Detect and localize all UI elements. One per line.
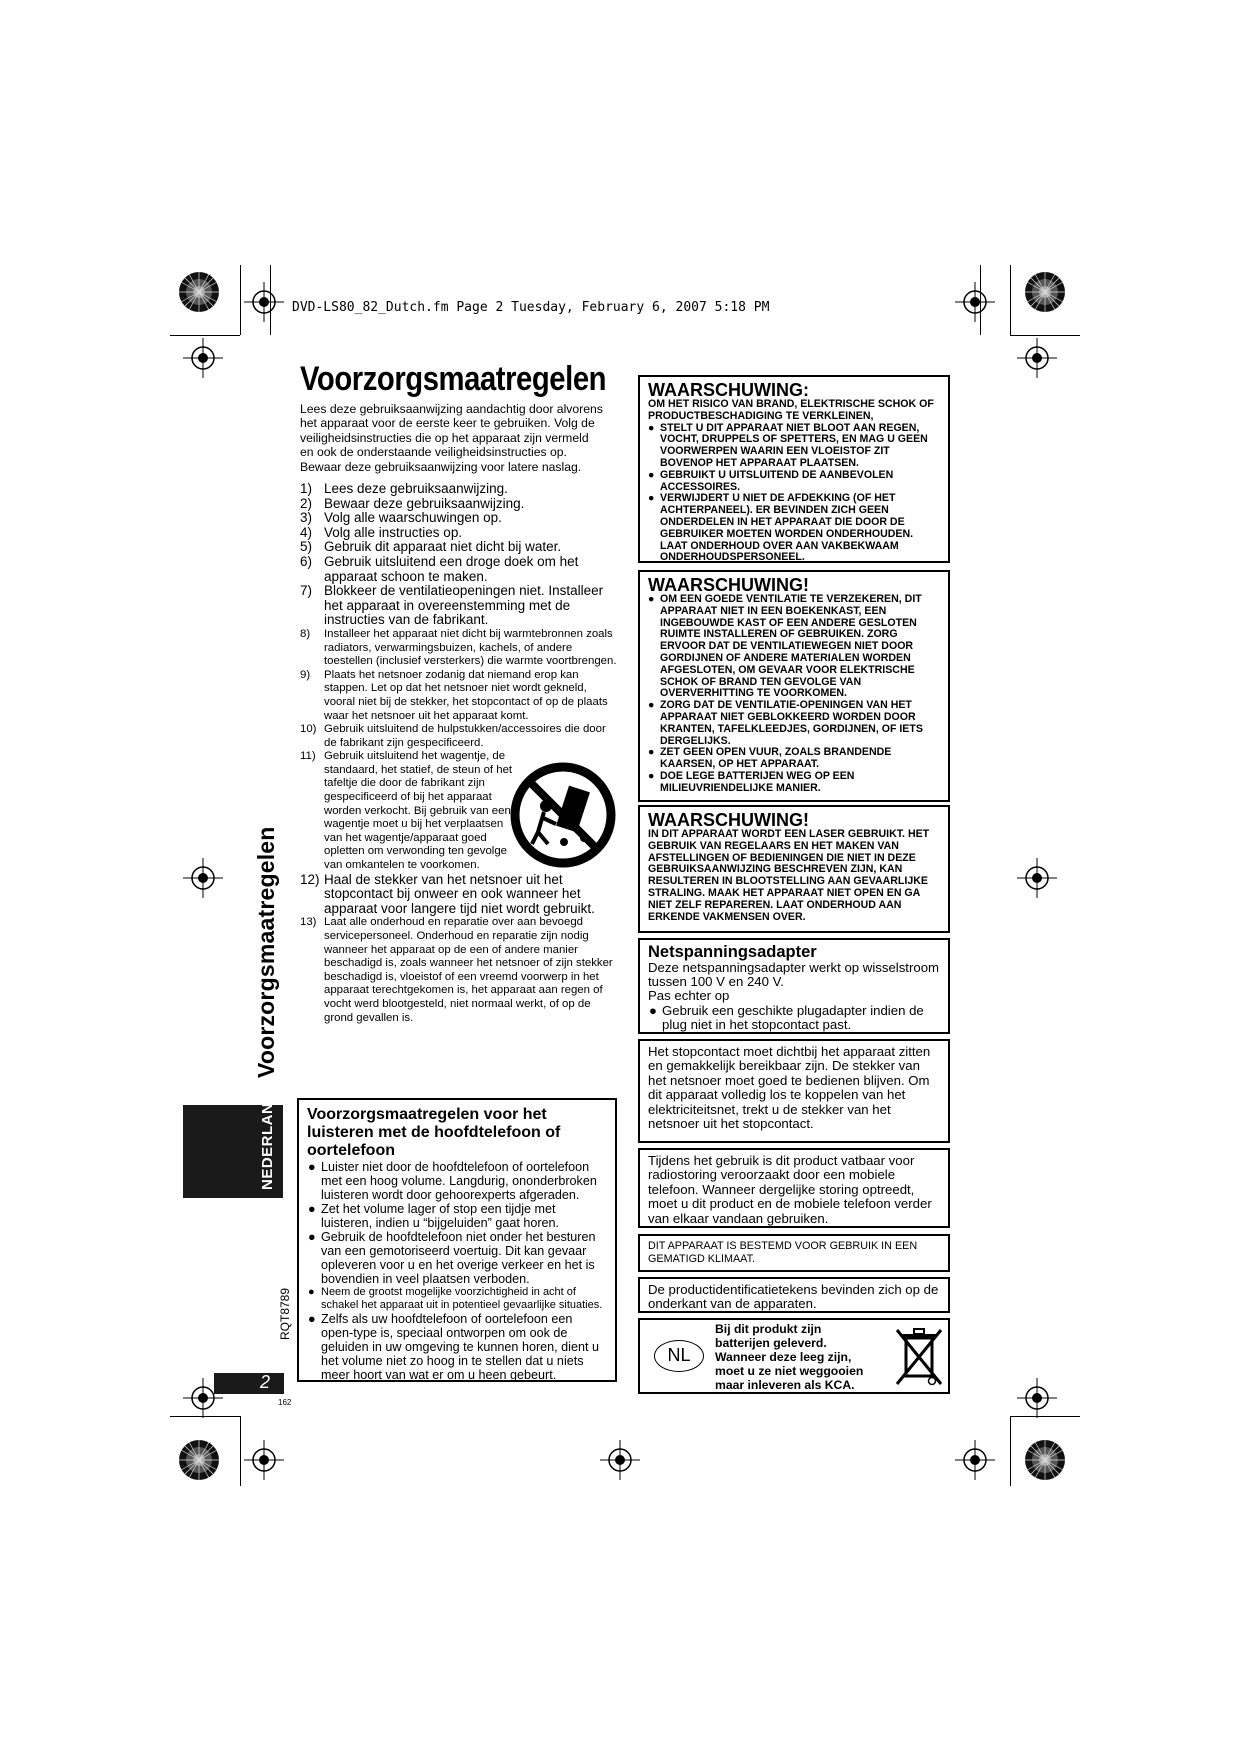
adapter-box [638, 938, 950, 1034]
registration-mark-icon [600, 1440, 640, 1480]
item-number: 9) [300, 668, 311, 681]
page-number-tab [214, 1373, 284, 1394]
item-text: Lees deze gebruiksaanwijzing. [324, 481, 508, 496]
headphones-precautions-box [297, 1098, 617, 1382]
instruction-list [300, 482, 620, 1025]
list-item [300, 916, 620, 1025]
warning-text: IN DIT APPARAAT WORDT EEN LASER GEBRUIKT. HET GEBRUIK VAN REGELAARS EN HET MAKEN VAN AFSTELLINGEN OF BEDIENINGEN DIE NIET IN DEZE GEBRUIKSAANWIJZING BESCHREVEN ZIJN, KAN RESULTEREN IN BLOOTSTELLING AAN GEVAARLIJKE STRALING. MAAK HET APPARAAT NIET OPEN EN GA NIET ZELF REPAREREN. LAAT ONDERHOUD AAN ERKENDE VAKMENSEN OVER. [648, 828, 930, 923]
bullet-item [648, 423, 940, 470]
color-rosette-icon [1023, 270, 1067, 314]
item-text: Bewaar deze gebruiksaanwijzing. [324, 495, 525, 511]
color-rosette-icon [177, 1438, 221, 1482]
item-number: 5) [300, 539, 313, 555]
bullet-text: DOE LEGE BATTERIJEN WEG OP EEN MILIEUVRIENDELIJKE MANIER. [660, 769, 855, 794]
intro-line: Bewaar deze gebruiksaanwijzing voor latere naslag. [300, 459, 582, 474]
bullet-text: GEBRUIKT U UITSLUITEND DE AANBEVOLEN ACCESSOIRES. [660, 468, 894, 493]
intro-line: en ook de onderstaande veiligheidsinstructies op. [300, 445, 567, 460]
list-item [300, 540, 620, 555]
bullet-item [648, 594, 940, 700]
list-item [300, 555, 620, 584]
item-text: Haal de stekker van het netsnoer uit het stopcontact bij onweer en ook wanneer het apparaat voor langere tijd niet wordt gebruikt. [324, 871, 595, 916]
list-item [300, 873, 620, 917]
item-text: Laat alle onderhoud en reparatie over aan bevoegd servicepersoneel. Onderhoud en reparatie zijn nodig wanneer het apparaat op de een of andere manier beschadigd is, zoals wanneer het netsnoer of zijn stekker beschadigd is, vloeistof of een vreemd voorwerp in het apparaat terechtgekomen is, het apparaat aan regen of vocht werd blootgesteld, niet normaal werkt, of op de grond gevallen is. [324, 916, 613, 1024]
radio-interference-box: Tijdens het gebruik is dit product vatbaar voor radiostoring veroorzaakt door een mobiele telefoon. Wanneer dergelijke storing optreedt, moet u dit product en de mobiele telefoon verder van elkaar vandaan gebruiken. [638, 1148, 950, 1228]
product-id-note-box: De productidentificatietekens bevinden zich op de onderkant van de apparaten. [638, 1277, 950, 1313]
item-number: 6) [300, 553, 313, 569]
item-number: 10) [300, 723, 317, 736]
list-item [300, 669, 620, 723]
intro-line: Lees deze gebruiksaanwijzing aandachtig door alvorens [300, 402, 603, 416]
bullet-icon: ● [648, 769, 655, 782]
bullet-icon: ● [308, 1286, 315, 1298]
bullet-item [648, 1004, 940, 1032]
list-item [300, 511, 620, 526]
registration-mark-icon [244, 1440, 284, 1480]
warning-box [638, 375, 950, 563]
bullet-icon: ● [308, 1202, 316, 1216]
crossed-bin-icon [894, 1326, 944, 1388]
item-number: 1) [300, 481, 313, 496]
registration-mark-icon [183, 338, 223, 378]
cart-tip-over-icon [510, 762, 616, 868]
bullet-text: OM EEN GOEDE VENTILATIE TE VERZEKEREN, DIT APPARAAT NIET IN EEN BOEKENKAST, EEN INGEBOUWDE KAST OF EEN ANDERE GESLOTEN RUIMTE INSTALLEREN OF GEBRUIKEN. ZORG ERVOOR DAT DE VENTILATIEWEGEN NIET DOOR GORDIJNEN OF ANDERE MATERIALEN WORDEN AFGESLOTEN, OM GEVAAR VOOR ELEKTRISCHE SCHOK OF BRAND TEN GEVOLGE VAN OVERVERHITTING TE VOORKOMEN. [660, 593, 922, 700]
crop-line [170, 335, 240, 336]
bullet-icon: ● [648, 421, 655, 434]
bullet-item [307, 1286, 607, 1312]
item-number: 11) [300, 750, 316, 763]
bullet-text: STELT U DIT APPARAAT NIET BLOOT AAN REGEN, VOCHT, DRUPPELS OF SPETTERS, EN MAG U GEEN VOORWERPEN WAARIN EEN VLOEISTOF ZIT BOVENOP HET APPARAAT PLAATSEN. [660, 421, 928, 469]
item-number: 12) [300, 871, 320, 887]
bullet-icon: ● [308, 1312, 316, 1326]
bullet-text: Gebruik een geschikte plugadapter indien de plug niet in het stopcontact past. [662, 1002, 924, 1032]
bullet-icon: ● [308, 1160, 316, 1174]
bullet-item [307, 1230, 607, 1286]
adapter-text-caution: Pas echter op [648, 988, 730, 1004]
crop-line [240, 1416, 241, 1486]
bullet-icon: ● [649, 1002, 657, 1018]
bullet-item [307, 1202, 607, 1230]
country-badge: NL [654, 1340, 704, 1372]
warning-title: WAARSCHUWING! [648, 575, 809, 595]
warning-title: WAARSCHUWING! [648, 810, 809, 830]
bullet-item [648, 700, 940, 747]
laser-warning-box [638, 805, 950, 933]
bullet-text: VERWIJDERT U NIET DE AFDEKKING (OF HET ACHTERPANEEL). ER BEVINDEN ZICH GEEN ONDERDELEN IN HET APPARAAT DIE DOOR DE GEBRUIKER MOETEN WORDEN ONDERHOUDEN. LAAT ONDERHOUD OVER AAN VAKBEKWAAM ONDERHOUDSPERSONEEL. [660, 492, 914, 564]
item-number: 7) [300, 583, 313, 599]
bullet-icon: ● [648, 468, 655, 481]
registration-mark-icon [1017, 1378, 1057, 1418]
bullet-item [648, 470, 940, 494]
crop-line [240, 265, 241, 335]
warning-intro: OM HET RISICO VAN BRAND, ELEKTRISCHE SCHOK OF PRODUCTBESCHADIGING TE VERKLEINEN, [648, 398, 934, 422]
item-text: Plaats het netsnoer zodanig dat niemand erop kan stappen. Let op dat het netsnoer niet wordt gekneld, vooral niet bij de stekker, het stopcontact of op de plaats waar het netsnoer uit het apparaat komt. [324, 668, 608, 722]
item-number: 4) [300, 524, 313, 540]
socket-note-box: Het stopcontact moet dichtbij het apparaat zitten en gemakkelijk bereikbaar zijn. De stekker van het netsnoer moet goed te bedienen blijven. Om dit apparaat volledig los te koppelen van het elektriciteitsnet, trekt u de stekker van het netsnoer uit het stopcontact. [638, 1039, 950, 1143]
list-item [300, 723, 620, 750]
registration-mark-icon [1017, 338, 1057, 378]
item-text: Gebruik uitsluitend een droge doek om het apparaat schoon te maken. [324, 553, 579, 584]
bullet-text: ZET GEEN OPEN VUUR, ZOALS BRANDENDE KAARSEN, OP HET APPARAAT. [660, 746, 892, 771]
bullet-item [307, 1160, 607, 1202]
document-code: RQT8789 [278, 1287, 292, 1340]
registration-mark-icon [1017, 858, 1057, 898]
color-rosette-icon [177, 270, 221, 314]
bullet-text: Zelfs als uw hoofdtelefoon of oortelefoon een open-type is, speciaal ontworpen om ook de geluiden in uw omgeving te kunnen horen, dient u het volume niet zo hoog in te stellen dat u niets meer hoort van wat er om u heen gebeurt. [321, 1312, 599, 1382]
battery-disposal-box [638, 1318, 950, 1394]
bullet-item [648, 771, 940, 795]
intro-text [300, 402, 620, 474]
item-text: Installeer het apparaat niet dicht bij warmtebronnen zoals radiators, verwarmingsbuizen, kachels, of andere toestellen (inclusief versterkers) die warmte voortbrengen. [324, 627, 617, 668]
climate-note-box: DIT APPARAAT IS BESTEMD VOOR GEBRUIK IN EEN GEMATIGD KLIMAAT. [638, 1234, 950, 1272]
bullet-item [648, 747, 940, 771]
list-item [300, 482, 620, 497]
item-text: Gebruik uitsluitend het wagentje, de standaard, het statief, de steun of het tafeltje die door de fabrikant zijn gespecificeerd of bij het apparaat worden verkocht. Bij gebruik van een wagentje moet u bij het verplaatsen van het wagentje/apparaat goed opletten om verwonding ten gevolge van omkantelen te voorkomen. [324, 750, 513, 872]
registration-mark-icon [244, 282, 284, 322]
side-section-title: Voorzorgsmaatregelen [253, 826, 279, 1078]
box-heading: Voorzorgsmaatregelen voor het luisteren met de hoofdtelefoon of oortelefoon [307, 1106, 561, 1159]
item-number: 3) [300, 510, 313, 526]
bullet-item [648, 493, 940, 564]
warning-title: WAARSCHUWING: [648, 380, 809, 400]
intro-line: veiligheidsinstructies die op het apparaat zijn vermeld [300, 430, 589, 445]
color-rosette-icon [1023, 1438, 1067, 1482]
crop-line [1010, 1416, 1011, 1486]
file-header: DVD-LS80_82_Dutch.fm Page 2 Tuesday, February 6, 2007 5:18 PM [292, 300, 770, 315]
bullet-icon: ● [648, 593, 655, 605]
bullet-text: Neem de grootst mogelijke voorzichtigheid in acht of schakel het apparaat uit in potentieel gevaarlijke situaties. [321, 1286, 603, 1311]
crop-line [1010, 265, 1011, 335]
page-number: 2 [260, 1372, 271, 1392]
list-item [300, 584, 620, 628]
registration-mark-icon [183, 858, 223, 898]
item-text: Blokkeer de ventilatieopeningen niet. Installeer het apparaat in overeenstemming met de instructies van de fabrikant. [324, 583, 604, 628]
bullet-icon: ● [648, 699, 655, 712]
crop-line [1010, 335, 1080, 336]
item-text: Gebruik uitsluitend de hulpstukken/accessoires die door de fabrikant zijn gespecificeerd. [324, 723, 606, 749]
bullet-text: ZORG DAT DE VENTILATIE-OPENINGEN VAN HET APPARAAT NIET GEBLOKKEERD WORDEN DOOR KRANTEN, TAFELKLEEDJES, GORDIJNEN, OF IETS DERGELIJKS. [660, 699, 923, 747]
list-item [300, 526, 620, 541]
list-item [300, 628, 620, 669]
list-item [300, 497, 620, 512]
bullet-icon: ● [648, 746, 655, 759]
intro-line: het apparaat voor de eerste keer te gebruiken. Volg de [300, 416, 595, 431]
item-number: 8) [300, 627, 311, 640]
item-text: Volg alle instructies op. [324, 524, 463, 540]
item-text: Volg alle waarschuwingen op. [324, 510, 502, 526]
page-title: Voorzorgsmaatregelen [300, 360, 607, 398]
bullet-icon: ● [648, 492, 655, 505]
warning-box [638, 570, 950, 802]
battery-text: Bij dit produkt zijn batterijen geleverd. Wanneer deze leeg zijn, moet u ze niet weggooien maar inleveren als KCA. [715, 1322, 864, 1392]
sheet-number: 162 [278, 1398, 292, 1407]
adapter-text: Deze netspanningsadapter werkt op wisselstroom tussen 100 V en 240 V. [648, 960, 940, 990]
adapter-title: Netspanningsadapter [648, 943, 817, 961]
bullet-icon: ● [308, 1230, 316, 1244]
bullet-text: Luister niet door de hoofdtelefoon of oortelefoon met een hoog volume. Langdurig, ononderbroken luisteren wordt door gehoorexperts afgeraden. [321, 1160, 597, 1202]
bullet-text: Zet het volume lager of stop een tijdje met luisteren, indien u “bijgeluiden” gaat horen. [321, 1202, 560, 1230]
bullet-item [307, 1312, 607, 1382]
language-label: NEDERLANDS [259, 1080, 276, 1190]
bullet-text: Gebruik de hoofdtelefoon niet onder het besturen van een gemotoriseerd voertuig. Dit kan gevaar opleveren voor u en het overige verkeer en het is bovendien in veel plaatsen verboden. [321, 1230, 596, 1286]
registration-mark-icon [955, 1440, 995, 1480]
item-number: 2) [300, 495, 313, 511]
item-text: Gebruik dit apparaat niet dicht bij water. [324, 539, 562, 555]
registration-mark-icon [955, 282, 995, 322]
item-number: 13) [300, 916, 317, 929]
